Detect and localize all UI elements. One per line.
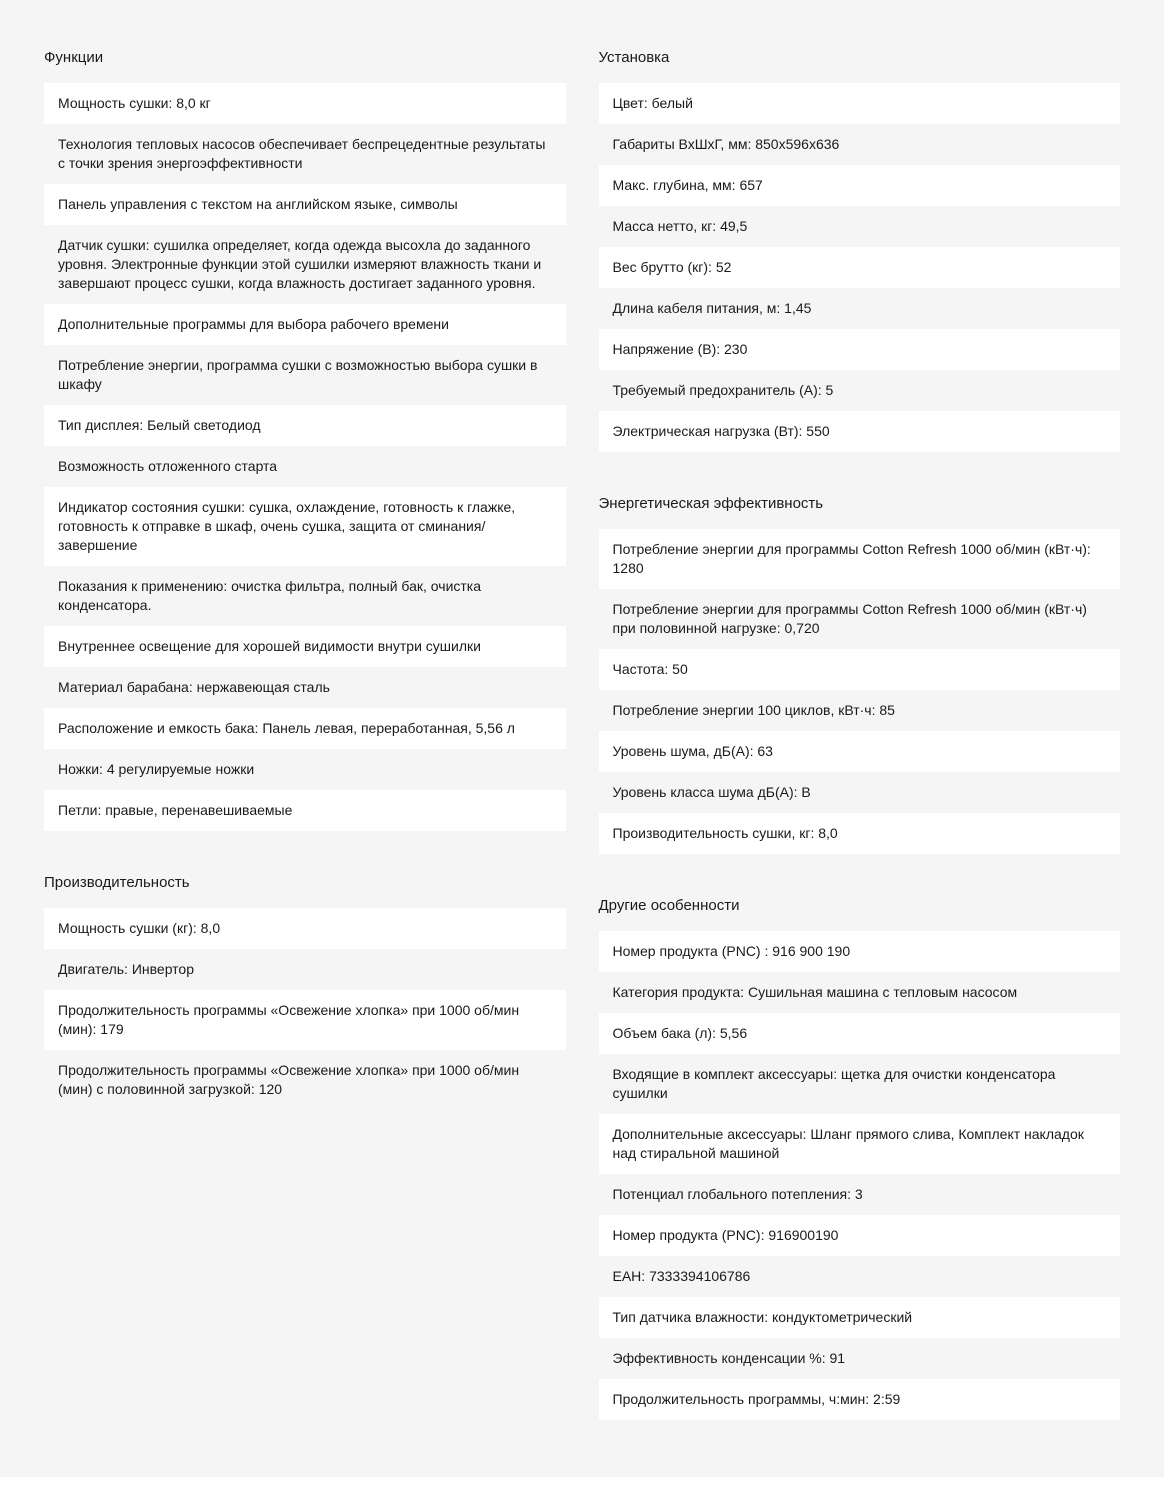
spec-row: Потребление энергии, программа сушки с возможностью выбора сушки в шкафу [58,357,538,392]
spec-section [44,873,566,1110]
spec-row: Вес брутто (кг): 52 [599,247,1121,288]
spec-row: Масса нетто, кг: 49,5 [612,218,748,234]
spec-row: Расположение и емкость бака: Панель левая, переработанная, 5,56 л [44,708,566,749]
spec-row: Потребление энергии для программы Cotton Refresh 1000 об/мин (кВт·ч): 1280 [599,529,1121,589]
spec-row: Тип датчика влажности: кондуктометрический [599,1297,1121,1338]
spec-section [599,896,1121,1420]
spec-section [599,494,1121,854]
spec-row: Показания к применению: очистка фильтра, полный бак, очистка конденсатора. [58,578,482,613]
spec-row: Макс. глубина, мм: 657 [599,165,1121,206]
spec-rows [599,83,1121,452]
spec-row: Потребление энергии для программы Cotton Refresh 1000 об/мин (кВт·ч) при половинной нагрузке: 0,720 [612,601,1087,636]
page-bottom-strip [0,1477,1164,1490]
spec-row: Объем бака (л): 5,56 [599,1013,1121,1054]
spec-row: Уровень класса шума дБ(А): B [612,784,811,800]
spec-row: Требуемый предохранитель (А): 5 [612,382,834,398]
spec-row: Тип дисплея: Белый светодиод [44,405,566,446]
spec-row: Внутреннее освещение для хорошей видимости внутри сушилки [44,626,566,667]
spec-row: Длина кабеля питания, м: 1,45 [612,300,812,316]
spec-rows [44,908,566,1110]
specs-columns [44,48,1120,1420]
spec-row: ЕАН: 7333394106786 [612,1268,751,1284]
spec-row: Датчик сушки: сушилка определяет, когда одежда высохла до заданного уровня. Электронные функции этой сушилки измеряют влажность ткани и завершают процесс сушки, когда влажность достигает заданного уровня. [58,237,542,291]
spec-row: Возможность отложенного старта [58,458,278,474]
spec-row: Панель управления с текстом на английском языке, символы [44,184,566,225]
specs-column-left [44,48,566,1110]
section-title: Функции [44,49,104,66]
spec-row: Номер продукта (PNC): 916900190 [599,1215,1121,1256]
spec-row: Номер продукта (PNC) : 916 900 190 [599,931,1121,972]
section-title: Энергетическая эффективность [598,495,824,512]
section-title: Установка [598,49,670,66]
spec-row: Продолжительность программы «Освежение хлопка» при 1000 об/мин (мин) с половинной загрузкой: 120 [58,1062,520,1097]
section-title: Другие особенности [598,897,740,914]
spec-row: Двигатель: Инвертор [58,961,195,977]
spec-rows [599,931,1121,1420]
spec-row: Дополнительные программы для выбора рабочего времени [44,304,566,345]
spec-row: Входящие в комплект аксессуары: щетка для очистки конденсатора сушилки [612,1066,1056,1101]
spec-section [599,48,1121,452]
spec-rows [599,529,1121,854]
spec-section [44,48,566,831]
spec-row: Ножки: 4 регулируемые ножки [58,761,255,777]
spec-row: Мощность сушки: 8,0 кг [44,83,566,124]
spec-row: Категория продукта: Сушильная машина с тепловым насосом [612,984,1018,1000]
section-title: Производительность [44,874,190,891]
spec-rows [44,83,566,831]
spec-row: Напряжение (В): 230 [599,329,1121,370]
spec-row: Уровень шума, дБ(А): 63 [599,731,1121,772]
spec-row: Дополнительные аксессуары: Шланг прямого слива, Комплект накладок над стиральной машиной [599,1114,1121,1174]
spec-row: Частота: 50 [599,649,1121,690]
spec-row: Материал барабана: нержавеющая сталь [58,679,330,695]
spec-row: Потребление энергии 100 циклов, кВт·ч: 85 [612,702,895,718]
spec-row: Индикатор состояния сушки: сушка, охлаждение, готовность к глажке, готовность к отправке в шкаф, очень сушка, защита от сминания/завершение [44,487,566,566]
spec-row: Габариты ВхШхГ, мм: 850x596x636 [612,136,840,152]
spec-row: Производительность сушки, кг: 8,0 [599,813,1121,854]
spec-row: Продолжительность программы, ч:мин: 2:59 [599,1379,1121,1420]
spec-row: Электрическая нагрузка (Вт): 550 [599,411,1121,452]
spec-row: Мощность сушки (кг): 8,0 [44,908,566,949]
specs-column-right [599,48,1121,1420]
spec-row: Цвет: белый [599,83,1121,124]
spec-row: Потенциал глобального потепления: 3 [612,1186,863,1202]
spec-row: Технология тепловых насосов обеспечивает беспрецедентные результаты с точки зрения энергоэффективности [58,136,546,171]
spec-row: Продолжительность программы «Освежение хлопка» при 1000 об/мин (мин): 179 [44,990,566,1050]
spec-row: Эффективность конденсации %: 91 [612,1350,846,1366]
spec-row: Петли: правые, перенавешиваемые [44,790,566,831]
